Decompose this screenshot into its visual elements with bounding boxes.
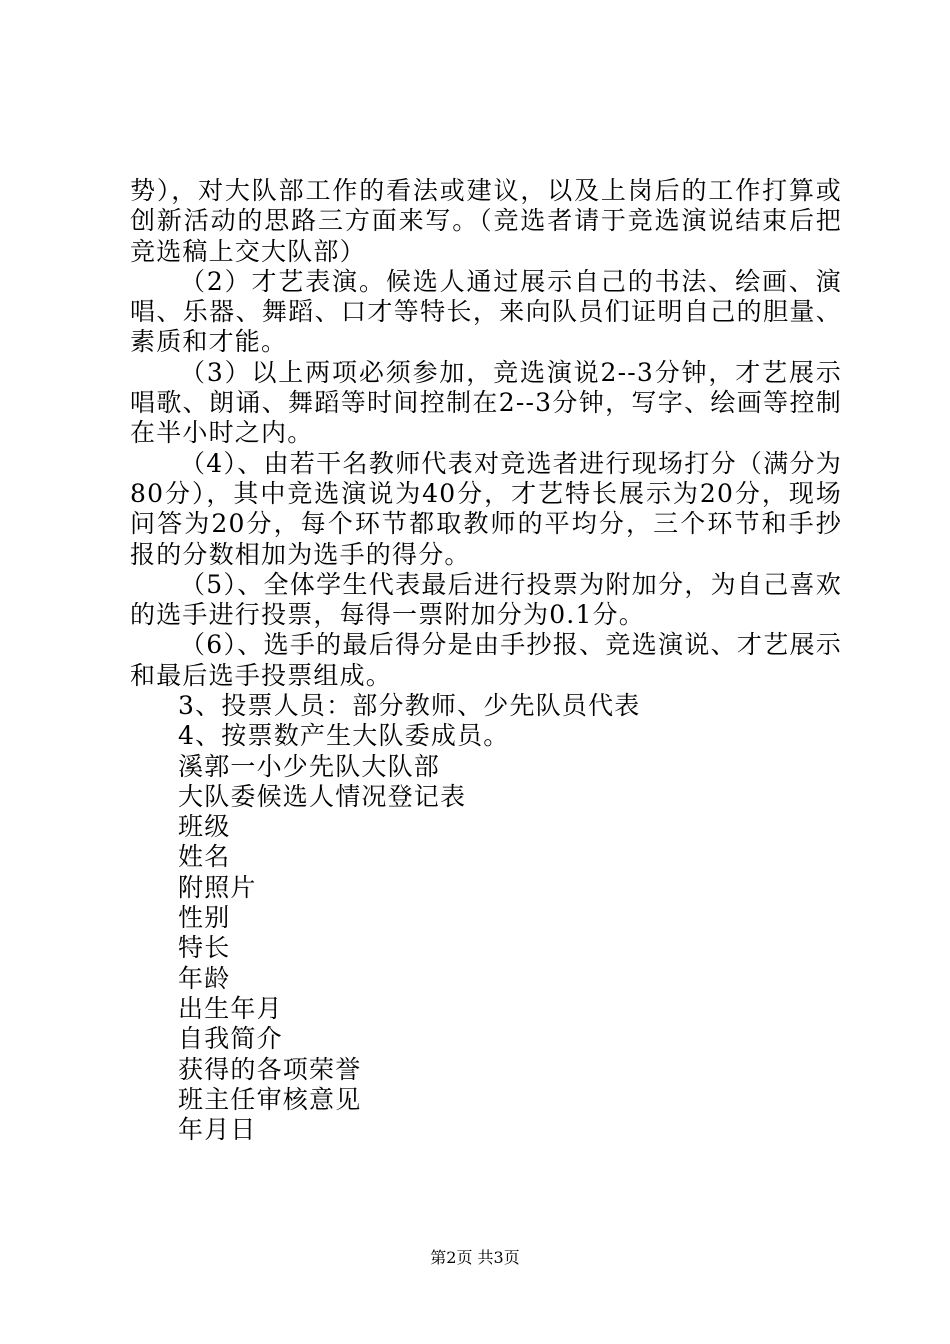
paragraph-continuation: 势），对大队部工作的看法或建议，以及上岗后的工作打算或创新活动的思路三方面来写。（竞选者请于竞选演说结束后把竞选稿上交大队部）: [130, 176, 842, 266]
form-field-date: 年月日: [178, 1115, 257, 1145]
form-field-age: 年龄: [178, 963, 231, 993]
list-item-organization: 溪郭一小少先队大队部: [178, 751, 441, 781]
form-field-birth-date: 出生年月: [178, 993, 283, 1023]
form-field-name: 姓名: [178, 842, 231, 872]
form-field-self-intro: 自我简介: [178, 1024, 283, 1054]
paragraph-voting: （5）、全体学生代表最后进行投票为附加分，为自己喜欢的选手进行投票，每得一票附加分为0.1分。: [130, 569, 842, 630]
list-item-results: 4、按票数产生大队委成员。: [178, 721, 510, 751]
paragraph-time-limits: （3）以上两项必须参加，竞选演说2--3分钟，才艺展示唱歌、朗诵、舞蹈等时间控制在2--3分钟，写字、绘画等控制在半小时之内。: [130, 357, 842, 448]
page-number-footer: 第2页 共3页: [430, 1248, 520, 1267]
form-field-class: 班级: [178, 812, 231, 842]
document-body: [130, 176, 842, 691]
paragraph-talent-show: （2）才艺表演。候选人通过展示自己的书法、绘画、演唱、乐器、舞蹈、口才等特长，来向队员们证明自己的胆量、素质和才能。: [130, 266, 842, 357]
form-field-teacher-review: 班主任审核意见: [178, 1084, 362, 1114]
list-item-voters: 3、投票人员：部分教师、少先队员代表: [178, 691, 641, 720]
form-field-photo: 附照片: [178, 872, 257, 902]
paragraph-scoring: （4）、由若干名教师代表对竞选者进行现场打分（满分为80分），其中竞选演说为40分，才艺特长展示为20分，现场问答为20分，每个环节都取教师的平均分，三个环节和手抄报的分数相加为选手的得分。: [130, 448, 842, 569]
form-field-gender: 性别: [178, 903, 231, 933]
form-field-specialty: 特长: [178, 933, 231, 963]
form-field-honors: 获得的各项荣誉: [178, 1054, 362, 1084]
document-list: [178, 691, 641, 1145]
form-title: 大队委候选人情况登记表: [178, 781, 467, 811]
paragraph-final-score: （6）、选手的最后得分是由手抄报、竞选演说、才艺展示和最后选手投票组成。: [130, 630, 842, 690]
